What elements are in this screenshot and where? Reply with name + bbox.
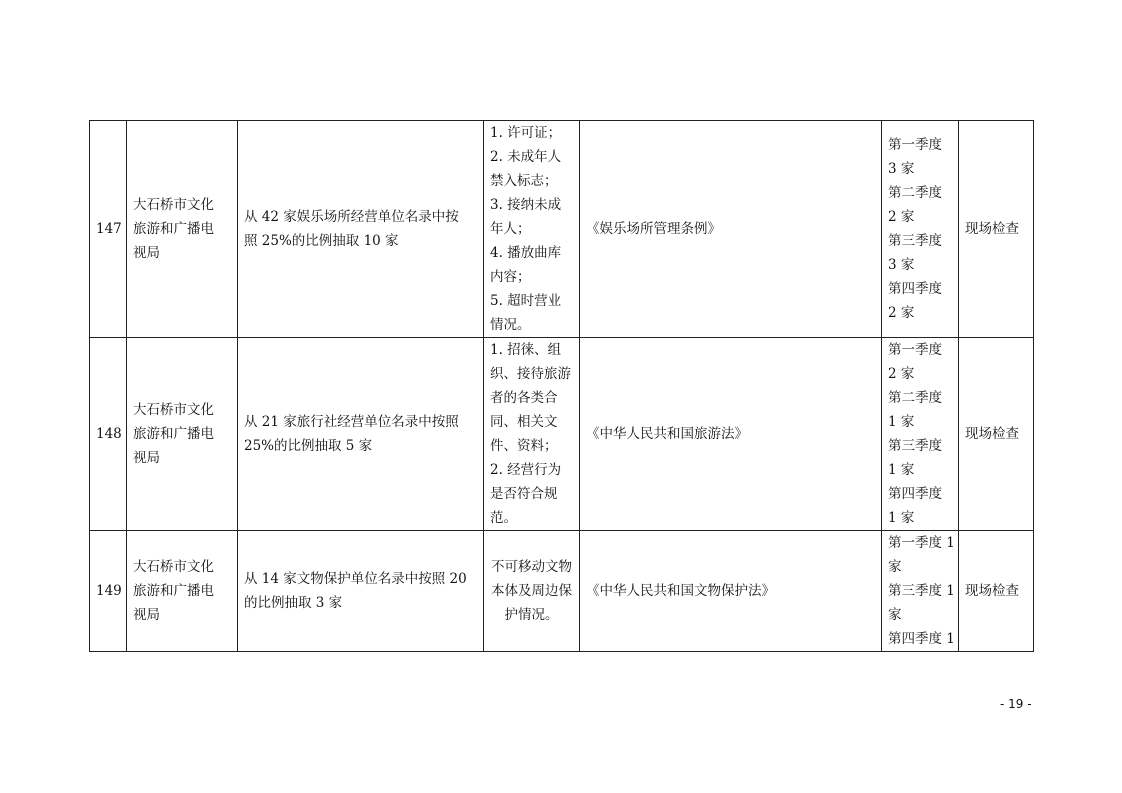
item-line: 范。 [490,510,517,526]
scope-line: 从 42 家娱乐场所经营单位名录中按 [244,209,459,225]
item-line: 5. 超时营业 [490,293,562,309]
item-line: 内容； [490,269,531,285]
quarter-line: 2 家 [888,209,915,225]
quarter-line: 2 家 [888,305,915,321]
inspection-items-cell [484,531,580,652]
department-line: 旅游和广播电 [133,583,214,599]
item-line: 护情况。 [504,607,559,623]
scope-cell [238,121,484,338]
quarter-line: 第一季度 1 [888,535,955,551]
item-line: 件、资料； [490,438,558,454]
quarter-line: 1 家 [888,462,915,478]
quarter-line: 第四季度 1 [888,631,955,647]
item-line: 是否符合规 [490,486,558,502]
item-line: 本体及周边保 [491,583,572,599]
item-line: 3. 接纳未成 [490,197,562,213]
quarter-line: 1 家 [888,414,915,430]
quarter-line: 3 家 [888,161,915,177]
quarter-line: 第三季度 1 [888,583,955,599]
page-number: - 19 - [1000,697,1032,711]
quarter-line: 家 [888,607,902,623]
quarter-line: 第四季度 [888,281,942,297]
item-line: 4. 播放曲库 [490,245,562,261]
inspection-method-cell: 现场检查 [959,338,1034,531]
quarter-line: 第三季度 [888,438,942,454]
scope-cell [238,531,484,652]
legal-basis-cell: 《中华人民共和国文物保护法》 [580,531,882,652]
table-row [90,531,1034,652]
scope-line: 从 14 家文物保护单位名录中按照 20 [244,571,467,587]
department-cell [127,121,238,338]
department-line: 旅游和广播电 [133,221,214,237]
quarter-line: 2 家 [888,366,915,382]
quarter-line: 第一季度 [888,137,942,153]
department-line: 视局 [133,450,160,466]
scope-line: 照 25%的比例抽取 10 家 [244,233,399,249]
quarterly-schedule-cell [882,531,959,652]
row-number: 149 [90,531,127,652]
department-line: 视局 [133,607,160,623]
quarter-line: 第四季度 [888,486,942,502]
department-cell [127,338,238,531]
item-line: 禁入标志； [490,173,558,189]
row-number: 147 [90,121,127,338]
scope-line: 25%的比例抽取 5 家 [244,438,373,454]
department-line: 旅游和广播电 [133,426,214,442]
department-line: 大石桥市文化 [133,402,214,418]
department-line: 大石桥市文化 [133,559,214,575]
quarterly-schedule-cell [882,338,959,531]
item-line: 1. 许可证； [490,125,562,141]
quarterly-schedule-cell [882,121,959,338]
department-line: 视局 [133,245,160,261]
item-line: 同、相关文 [490,414,558,430]
department-line: 大石桥市文化 [133,197,214,213]
item-line: 2. 未成年人 [490,149,562,165]
scope-cell [238,338,484,531]
inspection-items-cell [484,338,580,531]
quarter-line: 第三季度 [888,233,942,249]
inspection-method-cell: 现场检查 [959,531,1034,652]
quarter-line: 家 [888,559,902,575]
table-row [90,338,1034,531]
scope-line: 的比例抽取 3 家 [244,595,343,611]
scope-line: 从 21 家旅行社经营单位名录中按照 [244,414,459,430]
inspection-method-cell: 现场检查 [959,121,1034,338]
quarter-line: 第二季度 [888,390,942,406]
department-cell [127,531,238,652]
item-line: 者的各类合 [490,390,558,406]
quarter-line: 1 家 [888,510,915,526]
item-line: 1. 招徕、组 [490,342,562,358]
item-line: 年人； [490,221,531,237]
quarter-line: 第一季度 [888,342,942,358]
item-line: 不可移动文物 [491,559,572,575]
inspection-items-cell [484,121,580,338]
legal-basis-cell: 《中华人民共和国旅游法》 [580,338,882,531]
item-line: 织、接待旅游 [490,366,571,382]
table-row [90,121,1034,338]
quarter-line: 第二季度 [888,185,942,201]
inspection-table [89,120,1034,652]
legal-basis-cell: 《娱乐场所管理条例》 [580,121,882,338]
quarter-line: 3 家 [888,257,915,273]
item-line: 2. 经营行为 [490,462,562,478]
row-number: 148 [90,338,127,531]
item-line: 情况。 [490,317,531,333]
